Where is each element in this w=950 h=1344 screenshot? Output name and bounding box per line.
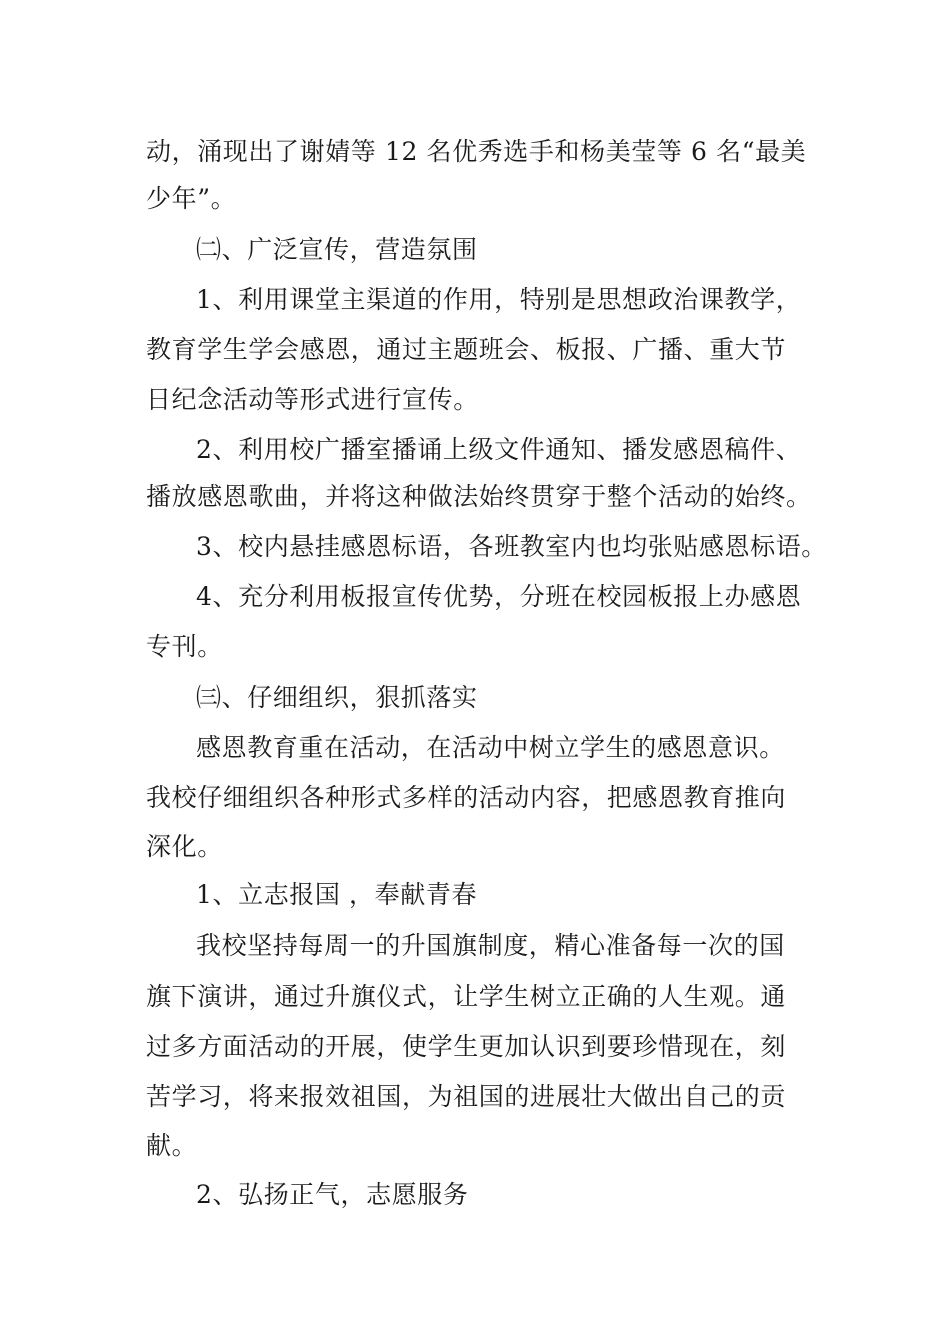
section-heading: ㈢、仔细组织，狠抓落实 (196, 683, 478, 712)
paragraph-line: 播放感恩歌曲，并将这种做法始终贯穿于整个活动的始终。 (146, 482, 812, 511)
subsection-heading: 2、弘扬正气，志愿服务 (196, 1180, 469, 1209)
paragraph-line: 献。 (146, 1131, 198, 1160)
paragraph-line: 过多方面活动的开展，使学生更加认识到要珍惜现在，刻 (146, 1032, 787, 1061)
paragraph-line: 感恩教育重在活动，在活动中树立学生的感恩意识。 (196, 733, 785, 762)
paragraph-line: 少年”。 (146, 184, 237, 213)
paragraph-line: 3、校内悬挂感恩标语，各班教室内也均张贴感恩标语。 (196, 532, 827, 561)
paragraph-line: 1、利用课堂主渠道的作用，特别是思想政治课教学， (196, 285, 802, 314)
section-heading: ㈡、广泛宣传，营造氛围 (196, 235, 478, 264)
paragraph-line: 旗下演讲，通过升旗仪式，让学生树立正确的人生观。通 (146, 982, 787, 1011)
paragraph-line: 2、利用校广播室播诵上级文件通知、播发感恩稿件、 (196, 435, 802, 464)
paragraph-line: 深化。 (146, 832, 223, 861)
paragraph-line: 我校仔细组织各种形式多样的活动内容，把感恩教育推向 (146, 783, 787, 812)
paragraph-line: 苦学习，将来报效祖国，为祖国的进展壮大做出自己的贡 (146, 1082, 787, 1111)
paragraph-line: 教育学生学会感恩，通过主题班会、板报、广播、重大节 (146, 335, 787, 364)
paragraph-line: 日纪念活动等形式进行宣传。 (146, 385, 479, 414)
subsection-heading: 1、立志报国 ，奉献青春 (196, 880, 478, 909)
paragraph-line: 动，涌现出了谢婧等 12 名优秀选手和杨美莹等 6 名“最美 (146, 137, 807, 166)
paragraph-line: 4、充分利用板报宣传优势，分班在校园板报上办感恩 (196, 582, 802, 611)
paragraph-line: 我校坚持每周一的升国旗制度，精心准备每一次的国 (196, 931, 785, 960)
paragraph-line: 专刊。 (146, 632, 223, 661)
